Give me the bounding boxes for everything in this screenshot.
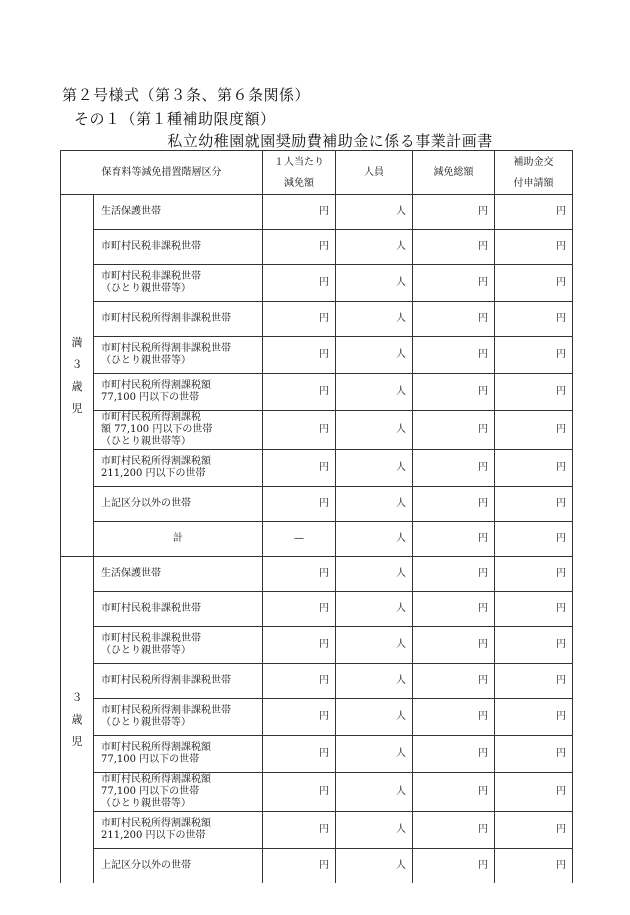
persons-cell[interactable]: 人 [336,699,413,736]
category-label [94,557,263,592]
per-person-amount-cell[interactable]: 円 [263,374,336,411]
per-person-amount-cell[interactable]: 円 [263,337,336,374]
category-label-line: 市町村民税所得割非課税世帯 [101,343,231,354]
category-label-line: 市町村民税所得割非課税世帯 [101,675,231,686]
grant-amount-cell[interactable]: 円 [495,302,573,337]
category-label [94,849,263,884]
total-amount-sum-cell[interactable]: 円 [413,522,495,557]
persons-cell[interactable]: 人 [336,812,413,849]
category-label-line: 市町村民税非課税世帯 [101,271,201,282]
total-amount-cell[interactable]: 円 [413,592,495,627]
category-label [94,736,263,773]
persons-cell[interactable]: 人 [336,337,413,374]
form-subtitle: その１（第１種補助限度額） [74,110,276,128]
header-category: 保育料等減免措置階層区分 [61,151,263,195]
grant-amount-cell[interactable]: 円 [495,195,573,230]
grant-amount-cell[interactable]: 円 [495,374,573,411]
header-total: 減免総額 [413,151,495,195]
total-label: 計 [94,522,263,557]
persons-cell[interactable]: 人 [336,773,413,812]
group-label-char: ３ [71,691,83,704]
category-label [94,302,263,337]
grant-amount-cell[interactable]: 円 [495,664,573,699]
group-label [61,195,94,557]
category-label [94,627,263,664]
group-label-char: 満 [71,335,83,349]
category-label-line: 市町村民税所得割課税額 [101,742,211,753]
total-amount-cell[interactable]: 円 [413,664,495,699]
per-person-amount-cell[interactable]: 円 [263,664,336,699]
total-amount-cell[interactable]: 円 [413,302,495,337]
category-label-line: 上記区分以外の世帯 [101,860,191,871]
category-label [94,699,263,736]
category-label [94,195,263,230]
table-row [61,337,573,374]
category-label-line: （ひとり親世帯等） [101,798,191,809]
grant-amount-cell[interactable]: 円 [495,592,573,627]
table-row [61,450,573,487]
total-amount-cell[interactable]: 円 [413,627,495,664]
grant-amount-cell[interactable]: 円 [495,411,573,450]
persons-cell[interactable]: 人 [336,557,413,592]
category-label [94,411,263,450]
category-label-line: 市町村民税非課税世帯 [101,241,201,252]
grant-amount-cell[interactable]: 円 [495,627,573,664]
per-person-amount-cell[interactable]: 円 [263,812,336,849]
category-label-line: 市町村民税所得割非課税世帯 [101,313,231,324]
per-person-amount-cell[interactable]: 円 [263,195,336,230]
category-label [94,450,263,487]
grant-amount-cell[interactable]: 円 [495,773,573,812]
per-person-dash: — [263,522,336,557]
per-person-amount-cell[interactable]: 円 [263,736,336,773]
total-amount-cell[interactable]: 円 [413,411,495,450]
persons-cell[interactable]: 人 [336,374,413,411]
category-label [94,773,263,812]
category-label-line: （ひとり親世帯等） [101,645,191,656]
grant-amount-cell[interactable]: 円 [495,812,573,849]
category-label [94,592,263,627]
form-number: 第２号様式（第３条、第６条関係） [62,86,311,104]
per-person-amount-cell[interactable]: 円 [263,450,336,487]
category-label-line: 市町村民税所得割課税額 [101,774,211,785]
per-person-amount-cell[interactable]: 円 [263,265,336,302]
category-label-line: 市町村民税所得割課税額 [101,456,211,467]
grant-amount-cell[interactable]: 円 [495,265,573,302]
category-label-line: 市町村民税非課税世帯 [101,633,201,644]
total-amount-cell[interactable]: 円 [413,699,495,736]
per-person-amount-cell[interactable]: 円 [263,592,336,627]
persons-cell[interactable]: 人 [336,450,413,487]
grant-amount-cell[interactable]: 円 [495,849,573,884]
per-person-amount-cell[interactable]: 円 [263,557,336,592]
persons-cell[interactable]: 人 [336,265,413,302]
group-label [61,557,94,884]
grant-amount-cell[interactable]: 円 [495,699,573,736]
category-label-line: 上記区分以外の世帯 [101,498,191,509]
per-person-amount-cell[interactable]: 円 [263,773,336,812]
persons-cell[interactable]: 人 [336,849,413,884]
table-row [61,265,573,302]
persons-cell[interactable]: 人 [336,230,413,265]
table-row [61,736,573,773]
total-amount-cell[interactable]: 円 [413,265,495,302]
table-row [61,557,573,592]
category-label-line: 額 77,100 円以下の世帯 [101,424,213,435]
category-label-line: 生活保護世帯 [101,206,161,217]
grant-amount-cell[interactable]: 円 [495,736,573,773]
grant-amount-cell[interactable]: 円 [495,337,573,374]
plan-table [60,150,573,883]
table-header-row [61,151,573,195]
grant-amount-sum-cell[interactable]: 円 [495,522,573,557]
group-label-char: ３ [71,357,83,371]
grant-amount-cell[interactable]: 円 [495,450,573,487]
total-amount-cell[interactable]: 円 [413,736,495,773]
total-amount-cell[interactable]: 円 [413,374,495,411]
table-row [61,374,573,411]
total-amount-cell[interactable]: 円 [413,849,495,884]
per-person-amount-cell[interactable]: 円 [263,487,336,522]
per-person-amount-cell[interactable]: 円 [263,627,336,664]
persons-cell[interactable]: 人 [336,627,413,664]
table-row [61,302,573,337]
per-person-amount-cell[interactable]: 円 [263,302,336,337]
category-label-line: 市町村民税所得割課税額 [101,380,211,391]
category-label [94,664,263,699]
table-row [61,195,573,230]
category-label [94,812,263,849]
total-amount-cell[interactable]: 円 [413,773,495,812]
category-label-line: （ひとり親世帯等） [101,717,191,728]
table-row [61,773,573,812]
header-grant: 補助金交 付申請額 [495,151,573,195]
persons-cell[interactable]: 人 [336,736,413,773]
category-label-line: （ひとり親世帯等） [101,283,191,294]
total-amount-cell[interactable]: 円 [413,230,495,265]
persons-cell[interactable]: 人 [336,592,413,627]
persons-cell[interactable]: 人 [336,195,413,230]
category-label-line: 211,200 円以下の世帯 [101,830,206,841]
table-row [61,230,573,265]
category-label-line: 市町村民税所得割非課税世帯 [101,705,231,716]
table-row [61,487,573,522]
group-label-char: 歳 [71,379,83,393]
group-label-char: 児 [71,735,83,748]
table-row [61,592,573,627]
grant-amount-cell[interactable]: 円 [495,557,573,592]
category-label [94,374,263,411]
persons-cell[interactable]: 人 [336,487,413,522]
per-person-amount-cell[interactable]: 円 [263,699,336,736]
group-label-char: 歳 [71,713,83,726]
category-label [94,265,263,302]
category-label-line: 市町村民税非課税世帯 [101,603,201,614]
grant-amount-cell[interactable]: 円 [495,230,573,265]
total-amount-cell[interactable]: 円 [413,195,495,230]
table-row [61,411,573,450]
category-label-line: 211,200 円以下の世帯 [101,468,206,479]
total-row [61,522,573,557]
category-label [94,487,263,522]
grant-amount-cell[interactable]: 円 [495,487,573,522]
category-label-line: 市町村民税所得割課税 [101,412,201,423]
total-amount-cell[interactable]: 円 [413,487,495,522]
persons-cell[interactable]: 人 [336,664,413,699]
category-label [94,230,263,265]
group-label-char: 児 [71,401,83,415]
header-per-person: １人当たり 減免額 [263,151,336,195]
persons-total-cell[interactable]: 人 [336,522,413,557]
category-label-line: 77,100 円以下の世帯 [101,754,200,765]
document-title: 私立幼稚園就園奨励費補助金に係る事業計画書 [167,132,493,150]
category-label-line: 77,100 円以下の世帯 [101,392,200,403]
table-row [61,699,573,736]
per-person-amount-cell[interactable]: 円 [263,230,336,265]
persons-cell[interactable]: 人 [336,411,413,450]
total-amount-cell[interactable]: 円 [413,812,495,849]
total-amount-cell[interactable]: 円 [413,450,495,487]
category-label-line: 市町村民税所得割課税額 [101,818,211,829]
table-row [61,627,573,664]
per-person-amount-cell[interactable]: 円 [263,411,336,450]
table-row [61,849,573,884]
table-row [61,812,573,849]
total-amount-cell[interactable]: 円 [413,557,495,592]
category-label [94,337,263,374]
category-label-line: 77,100 円以下の世帯 [101,786,200,797]
category-label-line: 生活保護世帯 [101,568,161,579]
category-label-line: （ひとり親世帯等） [101,355,191,366]
table-row [61,664,573,699]
header-persons: 人員 [336,151,413,195]
category-label-line: （ひとり親世帯等） [101,436,191,447]
per-person-amount-cell[interactable]: 円 [263,849,336,884]
total-amount-cell[interactable]: 円 [413,337,495,374]
persons-cell[interactable]: 人 [336,302,413,337]
